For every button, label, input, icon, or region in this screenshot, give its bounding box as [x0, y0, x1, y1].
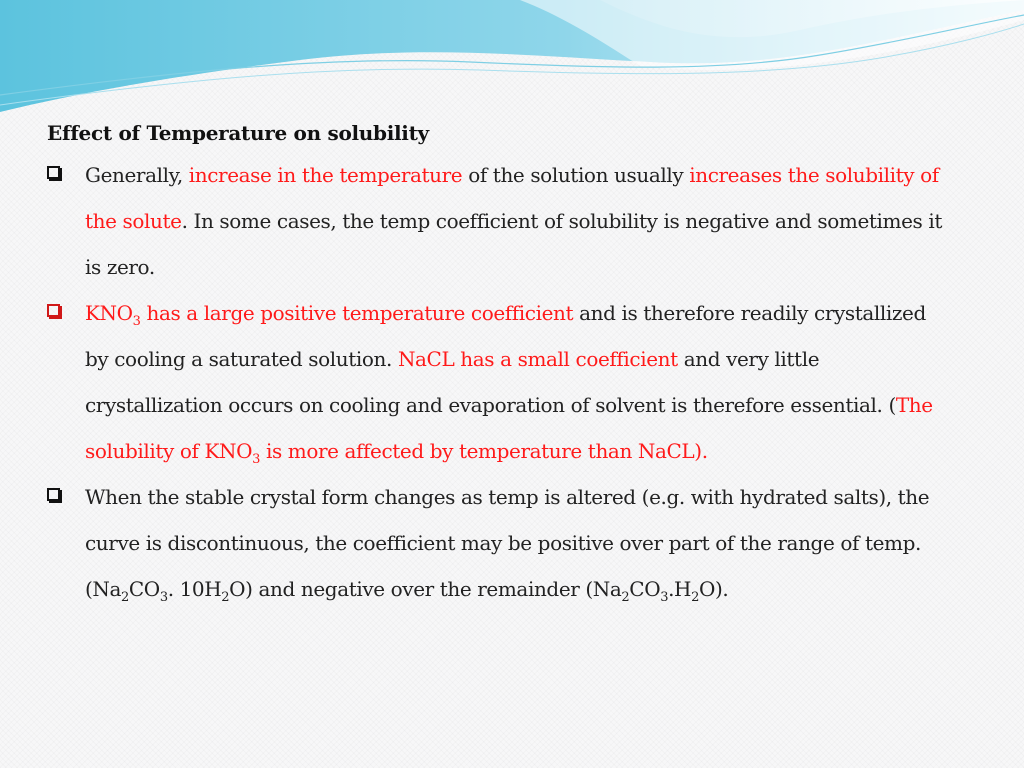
- highlight-text: increases the solubility of the solute: [85, 163, 939, 233]
- highlight-text: increase in the temperature: [188, 163, 463, 187]
- bullet-item-3: [45, 474, 945, 612]
- checkbox-bullet-icon: [47, 304, 60, 317]
- bullet-text: When the stable crystal form changes as temp is altered (e.g. with hydrated salts), the curve is discontinuous, the coefficient may be positive over part of the range of temp. ($Na_2CO_3$. $10H_2O$) and negative over the remainder $(Na_2CO_3.H_2O)$.: [85, 485, 930, 605]
- checkbox-bullet-icon: [47, 166, 60, 179]
- bullet-text: Generally, increase in the temperature of the solution usually increases the solubility of the solute. In some cases, the temp coefficient of solubility is negative and sometimes it is zero.: [85, 163, 943, 279]
- bullet-item-2: [45, 290, 945, 474]
- slide-content: [45, 118, 945, 612]
- checkbox-bullet-icon: [47, 488, 60, 501]
- slide-title: Effect of Temperature on solubility: [47, 121, 429, 145]
- bullet-text: $KNO_3$ has a large positive temperature coefficient and is therefore readily crystallized by cooling a saturated solution. NaCL has a small coefficient and very little crystallization occurs on cooling and evaporation of solvent is therefore essential. (The solubility of $KNO_3$ is more affected by temperature than NaCL).: [85, 301, 933, 467]
- highlight-text: The solubility of $KNO_3$ is more affected by temperature than NaCL).: [85, 393, 933, 467]
- bullet-item-1: [45, 152, 945, 290]
- header-wave-decoration: [0, 0, 1024, 115]
- highlight-text: NaCL has a small coefficient: [397, 347, 678, 371]
- highlight-text: $KNO_3$ has a large positive temperature coefficient: [85, 301, 574, 329]
